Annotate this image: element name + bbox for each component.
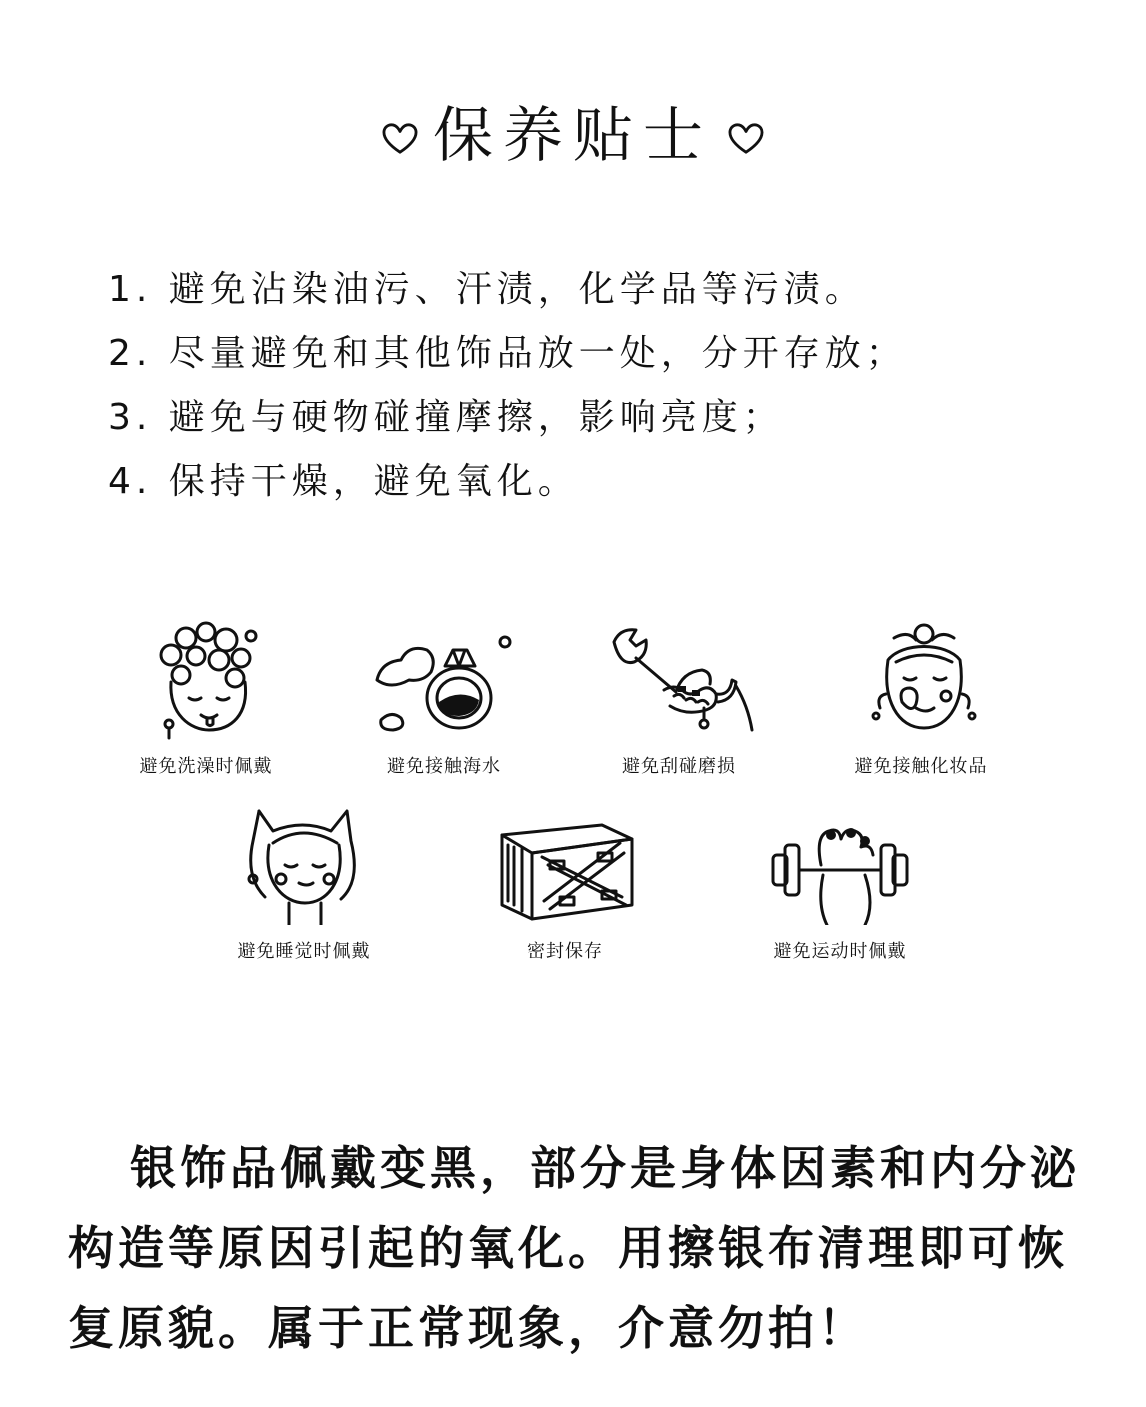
note-line: 复原貌。属于正常现象，介意勿拍！ [68, 1301, 868, 1355]
icon-caption: 避免接触化妆品 [854, 756, 988, 777]
tip-item: 2. 尽量避免和其他饰品放一处，分开存放； [108, 333, 907, 374]
tips-list [108, 258, 1058, 514]
icon-caption: 避免接触海水 [387, 756, 501, 777]
care-icon-cell [445, 805, 685, 975]
ring-splash-icon [369, 620, 519, 740]
tip-item: 4. 保持干燥，避免氧化。 [108, 461, 579, 502]
note-line: 构造等原因引起的氧化。用擦银布清理即可恢 [68, 1221, 1068, 1275]
care-icon-cell [720, 805, 960, 975]
sleeping-girl-icon [229, 805, 379, 925]
wrench-hand-icon [604, 620, 754, 740]
icon-caption: 密封保存 [527, 941, 603, 962]
note-line: 银饰品佩戴变黑，部分是身体因素和内分泌 [130, 1141, 1080, 1195]
title-row [0, 88, 1146, 174]
heart-icon [727, 122, 765, 156]
tip-item: 3. 避免与硬物碰撞摩擦，影响亮度； [108, 397, 784, 438]
bubbles-head-icon [131, 620, 281, 740]
care-icon-cell [184, 805, 424, 975]
icon-caption: 避免洗澡时佩戴 [139, 756, 273, 777]
tip-item: 1. 避免沾染油污、汗渍，化学品等污渍。 [108, 269, 866, 310]
icon-caption: 避免睡觉时佩戴 [237, 941, 371, 962]
care-icon-cell [801, 620, 1041, 790]
heart-icon [381, 122, 419, 156]
sealed-box-icon [490, 805, 640, 925]
dumbbell-icon [765, 805, 915, 925]
makeup-face-icon [846, 620, 996, 740]
page-title: 保养贴士 [433, 101, 713, 171]
care-icon-cell [324, 620, 564, 790]
icon-caption: 避免刮碰磨损 [622, 756, 736, 777]
care-note [68, 1128, 1088, 1368]
icon-caption: 避免运动时佩戴 [773, 941, 907, 962]
care-icon-cell [559, 620, 799, 790]
care-icon-cell [86, 620, 326, 790]
